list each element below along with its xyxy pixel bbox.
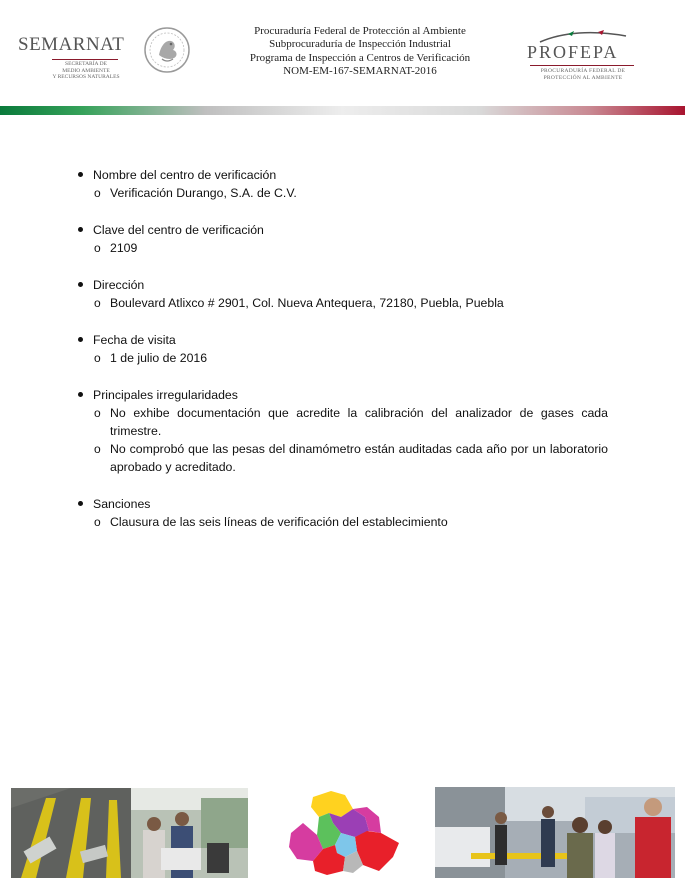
page-header [0,0,685,115]
circle-bullet-icon: o [94,296,101,310]
puebla-regions-map [283,787,405,877]
mexican-coat-of-arms-seal-icon [142,25,192,75]
semarnat-subtitle-line: Y RECURSOS NATURALES [52,74,120,80]
bullet-item [78,495,608,513]
section-title: Clave del centro de verificación [93,223,264,237]
bullet-item [78,331,608,349]
header-title-block [210,25,510,79]
bullet-icon [78,501,83,506]
header-title-line: Procuraduría Federal de Protección al Ambiente [254,25,466,37]
bullet-item [78,276,608,294]
sub-item-text: 1 de julio de 2016 [110,351,208,365]
bullet-icon [78,337,83,342]
profepa-logo-rule [530,65,634,66]
semarnat-logo [18,30,138,85]
bullet-icon [78,282,83,287]
section-main-irregularities [78,386,608,476]
profepa-logo-name: PROFEPA [527,42,619,62]
report-content [78,166,608,550]
bullet-icon [78,172,83,177]
bullet-item [78,386,608,404]
bullet-item [78,166,608,184]
sub-item-text: Verificación Durango, S.A. de C.V. [110,186,297,200]
semarnat-logo-name: SEMARNAT [18,34,125,55]
sub-item [78,513,608,531]
inspection-team-photo [435,787,675,878]
section-sanctions [78,495,608,531]
section-title: Principales irregularidades [93,388,238,402]
bullet-icon [78,227,83,232]
section-visit-date [78,331,608,367]
sub-item [78,404,608,440]
sub-item [78,349,608,367]
sub-item [78,184,608,202]
section-title: Fecha de visita [93,333,176,347]
sub-item [78,294,608,312]
semarnat-logo-rule [52,59,118,60]
circle-bullet-icon: o [94,515,101,529]
circle-bullet-icon: o [94,406,101,420]
header-title-line: Programa de Inspección a Centros de Verificación [249,51,471,64]
profepa-logo [524,28,644,83]
semarnat-logo-subtitle [38,61,134,81]
sub-item [78,239,608,257]
profepa-subtitle-line: PROCURADURÍA FEDERAL DE [540,68,626,74]
header-color-bar [0,106,685,115]
semarnat-subtitle-line: SECRETARÍA DE [65,61,107,67]
section-title: Sanciones [93,497,151,511]
circle-bullet-icon: o [94,442,101,456]
bullet-item [78,221,608,239]
sub-item-text: No comprobó que las pesas del dinamómetro están auditadas cada año por un laboratorio aprobado y acreditado. [110,442,608,474]
profepa-logo-subtitle [528,68,638,81]
section-verification-center-name [78,166,608,202]
sub-item-text: No exhibe documentación que acredite la calibración del analizador de gases cada trimestre. [110,406,608,438]
sub-item-text: Clausura de las seis líneas de verificación del establecimiento [110,515,448,529]
circle-bullet-icon: o [94,186,101,200]
bullet-icon [78,392,83,397]
semarnat-subtitle-line: MEDIO AMBIENTE [62,67,110,74]
circle-bullet-icon: o [94,351,101,365]
sub-item-text: 2109 [110,241,138,255]
inspection-lanes-photo [11,788,248,878]
section-verification-center-key [78,221,608,257]
header-title-line: NOM-EM-167-SEMARNAT-2016 [283,65,437,78]
circle-bullet-icon: o [94,241,101,255]
sub-item-text: Boulevard Atlixco # 2901, Col. Nueva Antequera, 72180, Puebla, Puebla [110,296,504,310]
profepa-subtitle-line: PROTECCIÓN AL AMBIENTE [543,74,623,81]
section-address [78,276,608,312]
sub-item [78,440,608,476]
section-title: Nombre del centro de verificación [93,168,277,182]
section-title: Dirección [93,278,145,292]
header-title-line: Subprocuraduría de Inspección Industrial [269,38,451,51]
